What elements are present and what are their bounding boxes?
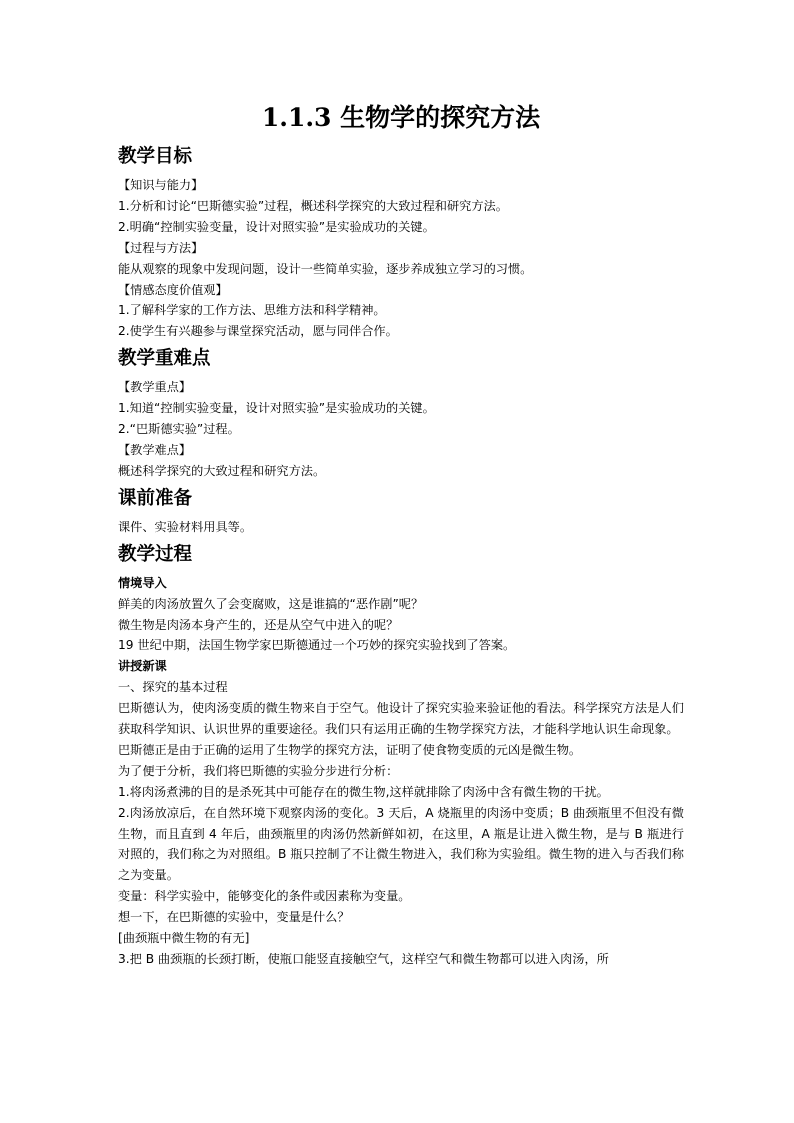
attitude-label: 【情感态度价值观】 (118, 282, 228, 297)
answer: [曲颈瓶中微生物的有无] (118, 931, 250, 946)
paragraph: 巴斯德认为，使肉汤变质的微生物来自于空气。他设计了探究实验来验证他的看法。科学探究方法是人们获取科学知识、认识世界的重要途径。我们只有运用正确的生物学探究方法，才能科学地认识生命现象。 (118, 701, 684, 737)
knowledge-label: 【知识与能力】 (118, 178, 204, 192)
step-item: 1.将肉汤煮沸的目的是杀死其中可能存在的微生物,这样就排除了肉汤中含有微生物的干扰。 (118, 784, 609, 799)
difficulty-item: 概述科学探究的大致过程和研究方法。 (118, 463, 326, 478)
question: 想一下，在巴斯德的实验中，变量是什么？ (118, 910, 350, 925)
key-points-section (118, 346, 684, 482)
process-section (118, 542, 684, 970)
paragraph: 巴斯德正是由于正确的运用了生物学的探究方法，证明了使食物变质的元凶是微生物。 (118, 742, 582, 757)
preparation-text: 课件、实验材料用具等。 (118, 519, 253, 534)
variable-definition: 变量：科学实验中，能够变化的条件或因素称为变量。 (118, 889, 411, 904)
attitude-item: 2.使学生有兴趣参与课堂探究活动，愿与同伴合作。 (118, 324, 398, 339)
focus-item: 1.知道“控制实验变量，设计对照实验”是实验成功的关键。 (118, 401, 435, 416)
intro-line: 鲜美的肉汤放置久了会变腐败，这是谁搞的“恶作剧”呢？ (118, 596, 424, 611)
page-title: 1.1.3 生物学的探究方法 (261, 103, 541, 132)
preparation-heading: 课前准备 (118, 487, 193, 509)
intro-line: 微生物是肉汤本身产生的，还是从空气中进入的呢？ (118, 617, 399, 632)
intro-label: 情境导入 (118, 575, 167, 590)
section-title: 一、探究的基本过程 (118, 680, 228, 695)
process-item: 能从观察的现象中发现问题，设计一些简单实验，逐步养成独立学习的习惯。 (118, 261, 533, 276)
paragraph: 为了便于分析，我们将巴斯德的实验分步进行分析： (118, 763, 399, 778)
focus-label: 【教学重点】 (118, 380, 192, 395)
objectives-heading: 教学目标 (118, 146, 193, 167)
intro-line: 19 世纪中期，法国生物学家巴斯德通过一个巧妙的探究实验找到了答案。 (118, 638, 516, 653)
step-item: 2.肉汤放凉后，在自然环境下观察肉汤的变化。3 天后，A 烧瓶里的肉汤中变质；B 曲颈瓶里不但没有微生物，而且直到 4 年后，曲颈瓶里的肉汤仍然新鲜如初，在这里，A 瓶是让进入微生物，是与 B 瓶进行对照的，我们称之为对照组。B 瓶只控制了不让微生物进入，我们称为实验组。微生物的进入与否我们称之为变量。 (118, 805, 684, 883)
process-label: 【过程与方法】 (118, 240, 204, 255)
process-heading: 教学过程 (118, 543, 193, 565)
focus-item: 2.“巴斯德实验”过程。 (118, 422, 240, 437)
step-item: 3.把 B 曲颈瓶的长颈打断，使瓶口能竖直接触空气，这样空气和微生物都可以进入肉汤，所 (118, 952, 609, 966)
key-points-heading: 教学重难点 (118, 348, 211, 370)
difficulty-label: 【教学难点】 (118, 442, 192, 457)
new-lesson-label: 讲授新课 (118, 659, 167, 674)
knowledge-item: 1.分析和讨论“巴斯德实验”过程，概述科学探究的大致过程和研究方法。 (118, 198, 508, 213)
preparation-section (118, 486, 684, 538)
attitude-item: 1.了解科学家的工作方法、思维方法和科学精神。 (118, 303, 386, 318)
objectives-section (118, 144, 684, 342)
knowledge-item: 2.明确“控制实验变量，设计对照实验”是实验成功的关键。 (118, 219, 435, 234)
